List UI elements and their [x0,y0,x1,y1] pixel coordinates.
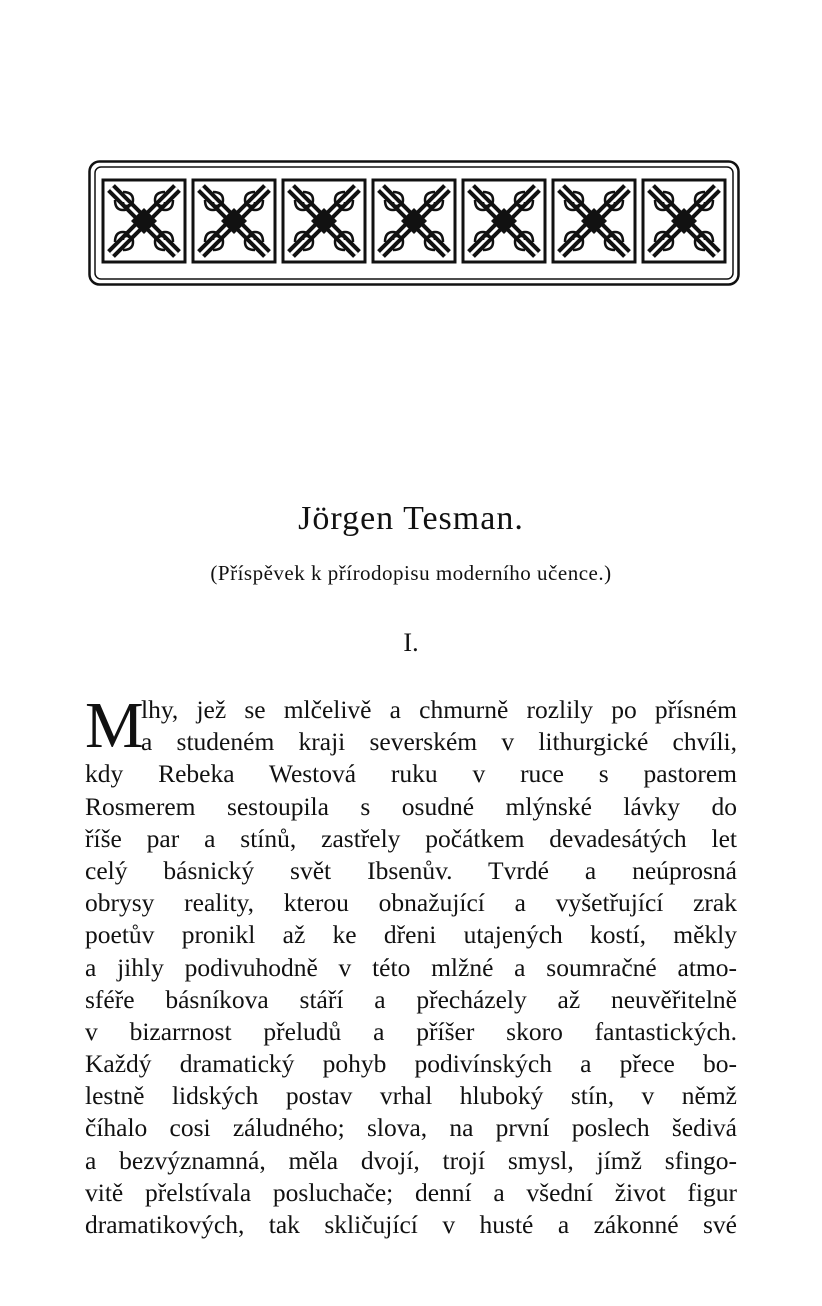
text-line: a jihly podivuhodně v této mlžné a soumračné atmo- [85,952,737,982]
text-line: říše par a stínů, zastřely počátkem devadesátých let [85,823,737,853]
section-number: I. [403,628,419,657]
text-line: číhalo cosi záludného; slova, na první poslech šedivá [85,1113,737,1143]
text-line: a studeném kraji severském v lithurgické chvíli, [141,727,737,757]
text-line: Rosmerem sestoupila s osudné mlýnské lávky do [85,791,737,821]
body-text [85,689,737,1241]
text-line: obrysy reality, kterou obnažující a vyšetřující zrak [85,888,737,918]
text-line: celý básnický svět Ibsenův. Tvrdé a neúprosná [85,855,737,885]
text-line: vitě přelstívala posluchače; denní a všední život figur [85,1177,737,1207]
chapter-title: Jörgen Tesman. [298,500,524,537]
text-line: Každý dramatický pohyb podivínských a přece bo- [85,1049,737,1079]
text-line: sféře básníkova stáří a přecházely až neuvěřitelně [85,984,737,1014]
text-line: lestně lidských postav vrhal hluboký stín, v němž [85,1081,737,1111]
text-line: poetův pronikl až ke dřeni utajených kostí, měkly [85,920,737,950]
ornamental-header-band [88,160,740,286]
text-line: kdy Rebeka Westová ruku v ruce s pastorem [85,759,737,789]
drop-cap: M [85,689,144,762]
chapter-subtitle: (Příspěvek k přírodopisu moderního učence.) [210,561,612,585]
text-line: a bezvýznamná, měla dvojí, trojí smysl, jímž sfingo- [85,1145,737,1175]
text-line: dramatikových, tak skličující v husté a zákonné své [85,1210,737,1239]
text-line: lhy, jež se mlčelivě a chmurně rozlily po přísném [141,695,737,724]
text-line: v bizarrnost přeludů a příšer skoro fantastických. [85,1016,737,1046]
